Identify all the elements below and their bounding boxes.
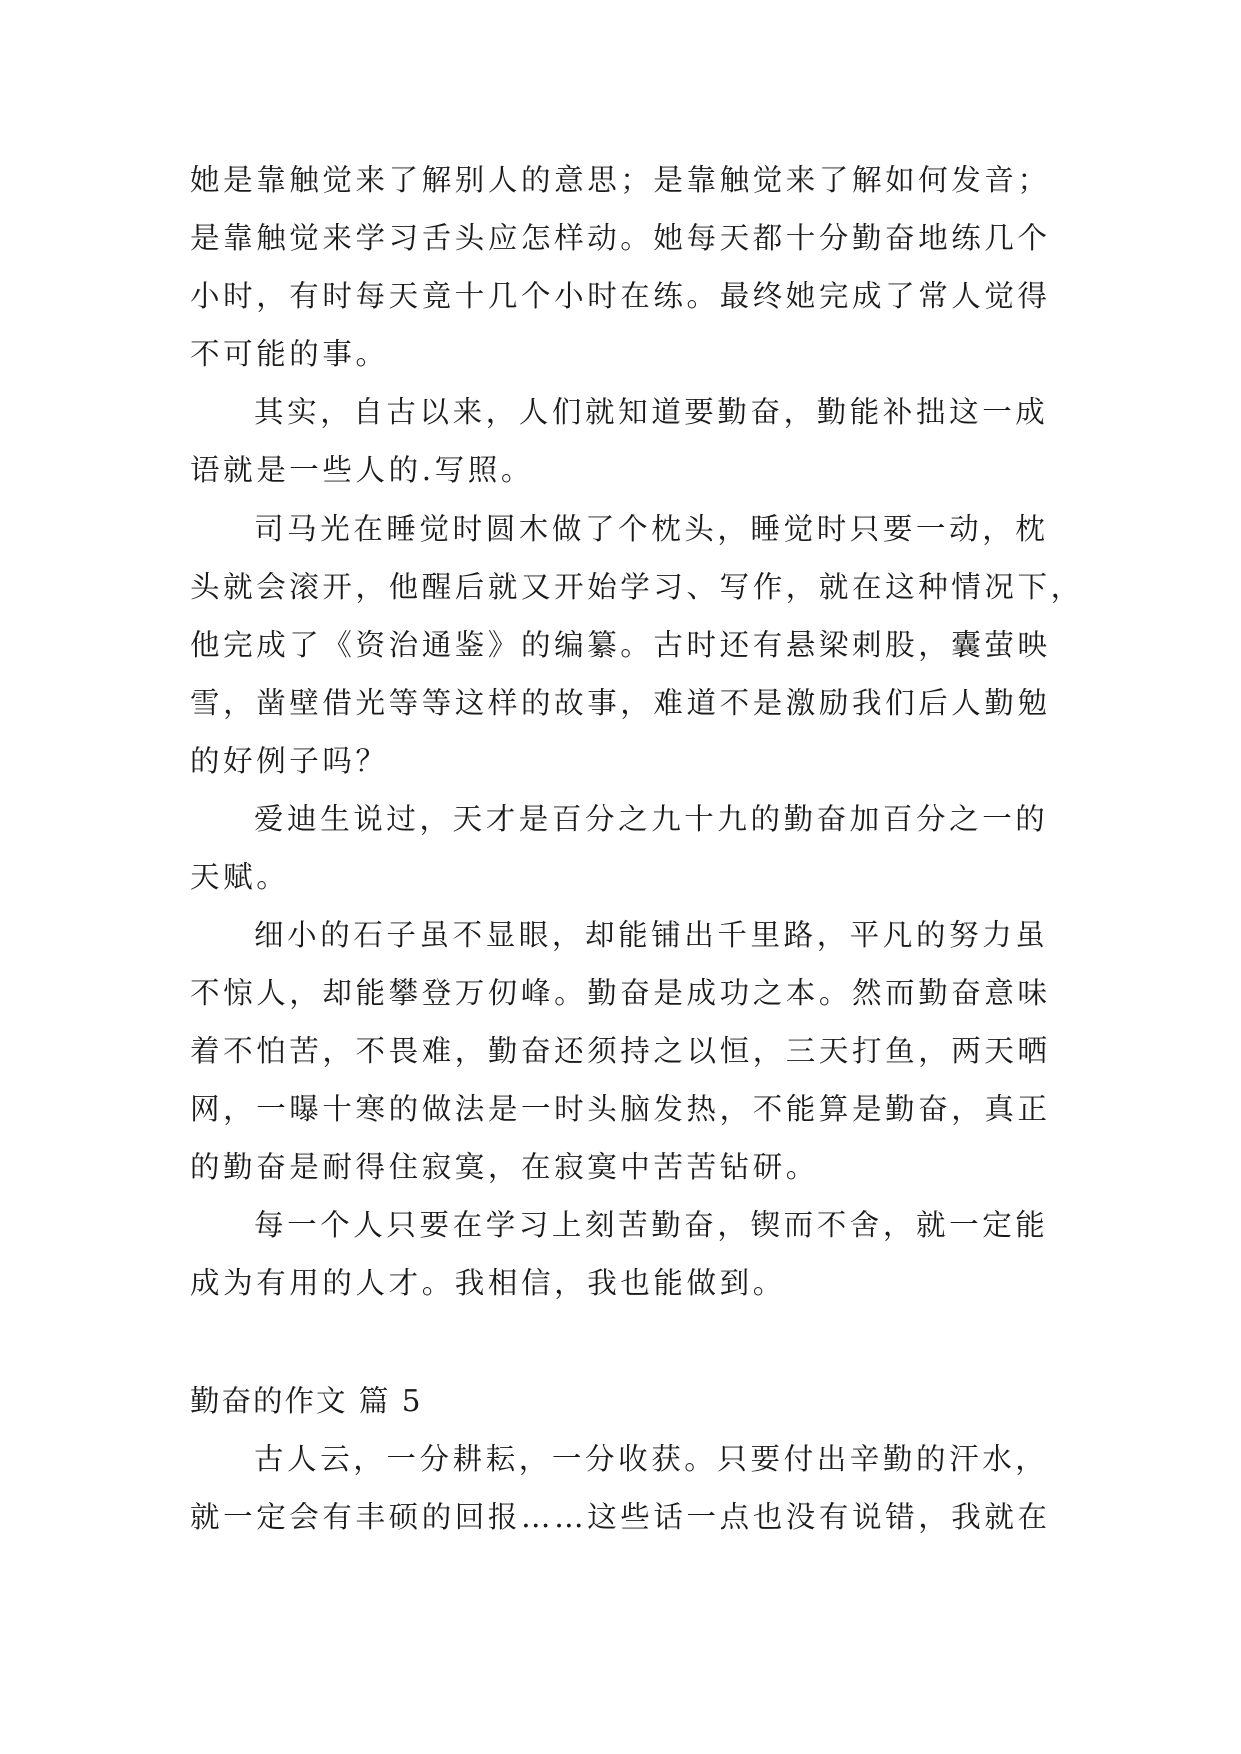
text-line: 古人云，一分耕耘，一分收获。只要付出辛勤的汗水， bbox=[254, 1442, 1049, 1476]
text-line: 她是靠触觉来了解别人的意思；是靠触觉来了解如何发音； bbox=[190, 163, 1051, 197]
text-line: 成为有用的人才。我相信，我也能做到。 bbox=[190, 1266, 786, 1300]
text-line: 的勤奋是耐得住寂寞，在寂寞中苦苦钻研。 bbox=[190, 1150, 819, 1184]
text-line: 天赋。 bbox=[190, 860, 290, 894]
text-line: 他完成了《资治通鉴》的编纂。古时还有悬梁刺股，囊萤映 bbox=[190, 628, 1051, 662]
text-line: 每一个人只要在学习上刻苦勤奋，锲而不舍，就一定能 bbox=[254, 1208, 1049, 1242]
text-line: 其实，自古以来，人们就知道要勤奋，勤能补拙这一成 bbox=[254, 395, 1049, 429]
text-line: 是靠触觉来学习舌头应怎样动。她每天都十分勤奋地练几个 bbox=[190, 221, 1051, 255]
text-line: 细小的石子虽不显眼，却能铺出千里路，平凡的努力虽 bbox=[254, 918, 1049, 952]
text-line: 爱迪生说过，天才是百分之九十九的勤奋加百分之一的 bbox=[254, 802, 1049, 836]
text-line: 不可能的事。 bbox=[190, 337, 389, 371]
text-line: 网，一曝十寒的做法是一时头脑发热，不能算是勤奋，真正 bbox=[190, 1092, 1051, 1126]
text-line: 着不怕苦，不畏难，勤奋还须持之以恒，三天打鱼，两天晒 bbox=[190, 1034, 1051, 1068]
text-line: 小时，有时每天竟十几个小时在练。最终她完成了常人觉得 bbox=[190, 279, 1051, 313]
text-line: 头就会滚开，他醒后就又开始学习、写作，就在这种情况下， bbox=[190, 570, 1084, 604]
text-line: 就一定会有丰硕的回报……这些话一点也没有说错，我就在 bbox=[190, 1500, 1051, 1534]
text-line: 语就是一些人的.写照。 bbox=[190, 453, 534, 487]
text-line: 的好例子吗？ bbox=[190, 744, 389, 778]
text-line: 雪，凿壁借光等等这样的故事，难道不是激励我们后人勤勉 bbox=[190, 686, 1051, 720]
text-line: 不惊人，却能攀登万仞峰。勤奋是成功之本。然而勤奋意味 bbox=[190, 976, 1051, 1010]
text-line: 司马光在睡觉时圆木做了个枕头，睡觉时只要一动，枕 bbox=[254, 512, 1049, 546]
section-heading: 勤奋的作文 篇 5 bbox=[190, 1384, 423, 1418]
